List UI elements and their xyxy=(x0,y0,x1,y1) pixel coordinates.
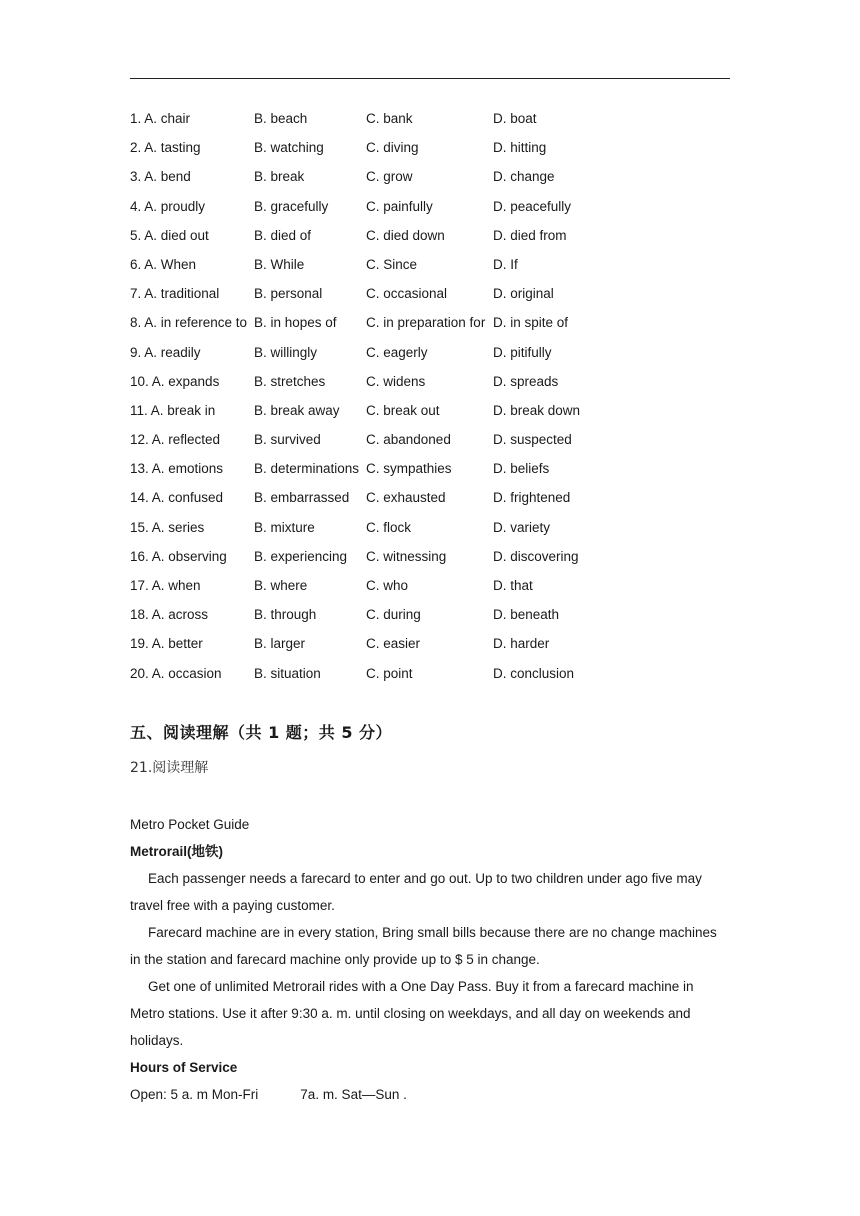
option-choice: D. original xyxy=(493,286,554,302)
option-row xyxy=(130,343,730,372)
option-choice: 2. A. tasting xyxy=(130,140,201,156)
option-row xyxy=(130,401,730,430)
option-choice: D. boat xyxy=(493,111,537,126)
option-row xyxy=(130,430,730,459)
passage xyxy=(130,811,730,1108)
option-choice: B. situation xyxy=(254,665,321,681)
option-choice: B. stretches xyxy=(254,373,326,389)
option-choice: D. spreads xyxy=(493,373,559,389)
option-choice: D. that xyxy=(493,578,533,593)
paragraph-line: Get one of unlimited Metrorail rides with a One Day Pass. Buy it from a farecard machine in xyxy=(148,979,694,994)
guide-title: Metro Pocket Guide xyxy=(130,817,250,832)
question-label: 21.阅读理解 xyxy=(130,760,209,776)
option-choice: D. in spite of xyxy=(493,315,569,331)
option-choice: D. beneath xyxy=(493,607,560,623)
option-row xyxy=(130,576,730,605)
option-choice: C. break out xyxy=(366,402,440,418)
option-row xyxy=(130,313,730,342)
option-choice: D. pitifully xyxy=(493,344,552,360)
paragraph-line: Each passenger needs a farecard to enter and go out. Up to two children under ago five may xyxy=(148,871,702,886)
option-choice: B. survived xyxy=(254,432,321,448)
option-row xyxy=(130,634,730,663)
option-choice: B. through xyxy=(254,607,317,623)
option-choice: C. exhausted xyxy=(366,490,446,506)
option-choice: C. widens xyxy=(366,373,426,389)
metrorail-heading: Metrorail(地铁) xyxy=(130,844,224,859)
option-choice: B. embarrassed xyxy=(254,490,350,506)
option-choice: B. where xyxy=(254,578,308,593)
option-choice: B. break away xyxy=(254,402,340,418)
options-list xyxy=(130,109,730,693)
option-choice: C. painfully xyxy=(366,198,433,214)
option-choice: 8. A. in reference to xyxy=(130,315,248,331)
option-choice: D. variety xyxy=(493,519,551,535)
option-choice: C. occasional xyxy=(366,286,448,302)
option-choice: B. determinations xyxy=(254,461,360,477)
option-choice: 5. A. died out xyxy=(130,227,209,243)
option-choice: D. peacefully xyxy=(493,198,572,214)
option-choice: 14. A. confused xyxy=(130,490,224,506)
option-choice: 12. A. reflected xyxy=(130,432,221,448)
paragraph-line: holidays. xyxy=(130,1033,184,1048)
hours-weekday: Open: 5 a. m Mon-Fri xyxy=(130,1087,259,1102)
option-choice: 13. A. emotions xyxy=(130,461,224,477)
option-row xyxy=(130,459,730,488)
option-choice: B. beach xyxy=(254,111,308,126)
option-choice: 4. A. proudly xyxy=(130,198,206,214)
option-choice: 16. A. observing xyxy=(130,548,227,564)
option-choice: C. flock xyxy=(366,519,412,535)
option-choice: 10. A. expands xyxy=(130,373,220,389)
option-choice: C. easier xyxy=(366,636,421,652)
option-choice: C. diving xyxy=(366,140,419,156)
option-choice: B. willingly xyxy=(254,344,318,360)
paragraph-line: in the station and farecard machine only provide up to $ 5 in change. xyxy=(130,952,540,967)
option-row xyxy=(130,605,730,634)
option-row xyxy=(130,488,730,517)
option-row xyxy=(130,518,730,547)
option-choice: C. witnessing xyxy=(366,548,447,564)
option-choice: 9. A. readily xyxy=(130,344,201,360)
option-choice: C. grow xyxy=(366,169,413,185)
paragraph-line: Farecard machine are in every station, Bring small bills because there are no change machines xyxy=(148,925,717,940)
option-choice: 20. A. occasion xyxy=(130,665,222,681)
option-choice: C. died down xyxy=(366,227,445,243)
hours-heading: Hours of Service xyxy=(130,1060,238,1075)
option-row xyxy=(130,226,730,255)
option-choice: C. Since xyxy=(366,256,418,272)
paragraph-line: Metro stations. Use it after 9:30 a. m. until closing on weekdays, and all day on weekends and xyxy=(130,1006,691,1021)
option-choice: B. mixture xyxy=(254,519,315,535)
option-choice: C. point xyxy=(366,665,413,681)
option-row xyxy=(130,255,730,284)
option-choice: B. died of xyxy=(254,227,312,243)
option-choice: B. personal xyxy=(254,286,323,302)
option-choice: D. died from xyxy=(493,227,567,243)
option-choice: 6. A. When xyxy=(130,256,197,272)
option-choice: B. break xyxy=(254,169,305,185)
option-choice: C. bank xyxy=(366,111,413,126)
option-row xyxy=(130,284,730,313)
option-choice: D. hitting xyxy=(493,140,547,156)
header-rule xyxy=(130,78,730,79)
option-choice: C. abandoned xyxy=(366,432,451,448)
option-choice: 7. A. traditional xyxy=(130,286,220,302)
option-choice: D. break down xyxy=(493,402,581,418)
option-choice: 3. A. bend xyxy=(130,169,191,185)
option-row xyxy=(130,372,730,401)
option-choice: 15. A. series xyxy=(130,519,205,535)
option-choice: B. in hopes of xyxy=(254,315,337,331)
option-row xyxy=(130,167,730,196)
option-row xyxy=(130,547,730,576)
option-row xyxy=(130,664,730,693)
option-row xyxy=(130,197,730,226)
option-choice: B. While xyxy=(254,256,305,272)
option-choice: 1. A. chair xyxy=(130,111,191,126)
option-choice: D. conclusion xyxy=(493,665,575,681)
option-choice: B. larger xyxy=(254,636,306,652)
option-choice: 18. A. across xyxy=(130,607,209,623)
hours-weekend: 7a. m. Sat—Sun . xyxy=(300,1087,407,1102)
option-choice: B. gracefully xyxy=(254,198,329,214)
paragraph-line: travel free with a paying customer. xyxy=(130,898,335,913)
option-choice: 17. A. when xyxy=(130,578,201,593)
option-choice: B. watching xyxy=(254,140,324,156)
option-choice: D. suspected xyxy=(493,432,572,448)
option-choice: B. experiencing xyxy=(254,548,348,564)
option-choice: C. who xyxy=(366,578,409,593)
option-choice: D. beliefs xyxy=(493,461,550,477)
option-choice: C. sympathies xyxy=(366,461,452,477)
option-choice: D. discovering xyxy=(493,548,579,564)
option-choice: C. eagerly xyxy=(366,344,428,360)
option-choice: C. in preparation for xyxy=(366,315,486,331)
option-choice: 19. A. better xyxy=(130,636,203,652)
option-choice: D. If xyxy=(493,256,518,272)
hours-open-line xyxy=(130,1081,730,1108)
option-row xyxy=(130,109,730,138)
option-choice: D. change xyxy=(493,169,555,185)
option-row xyxy=(130,138,730,167)
option-choice: D. frightened xyxy=(493,490,571,506)
section-title: 五、阅读理解（共 1 题；共 5 分） xyxy=(130,723,393,742)
option-choice: 11. A. break in xyxy=(130,402,216,418)
option-choice: C. during xyxy=(366,607,421,623)
option-choice: D. harder xyxy=(493,636,550,652)
